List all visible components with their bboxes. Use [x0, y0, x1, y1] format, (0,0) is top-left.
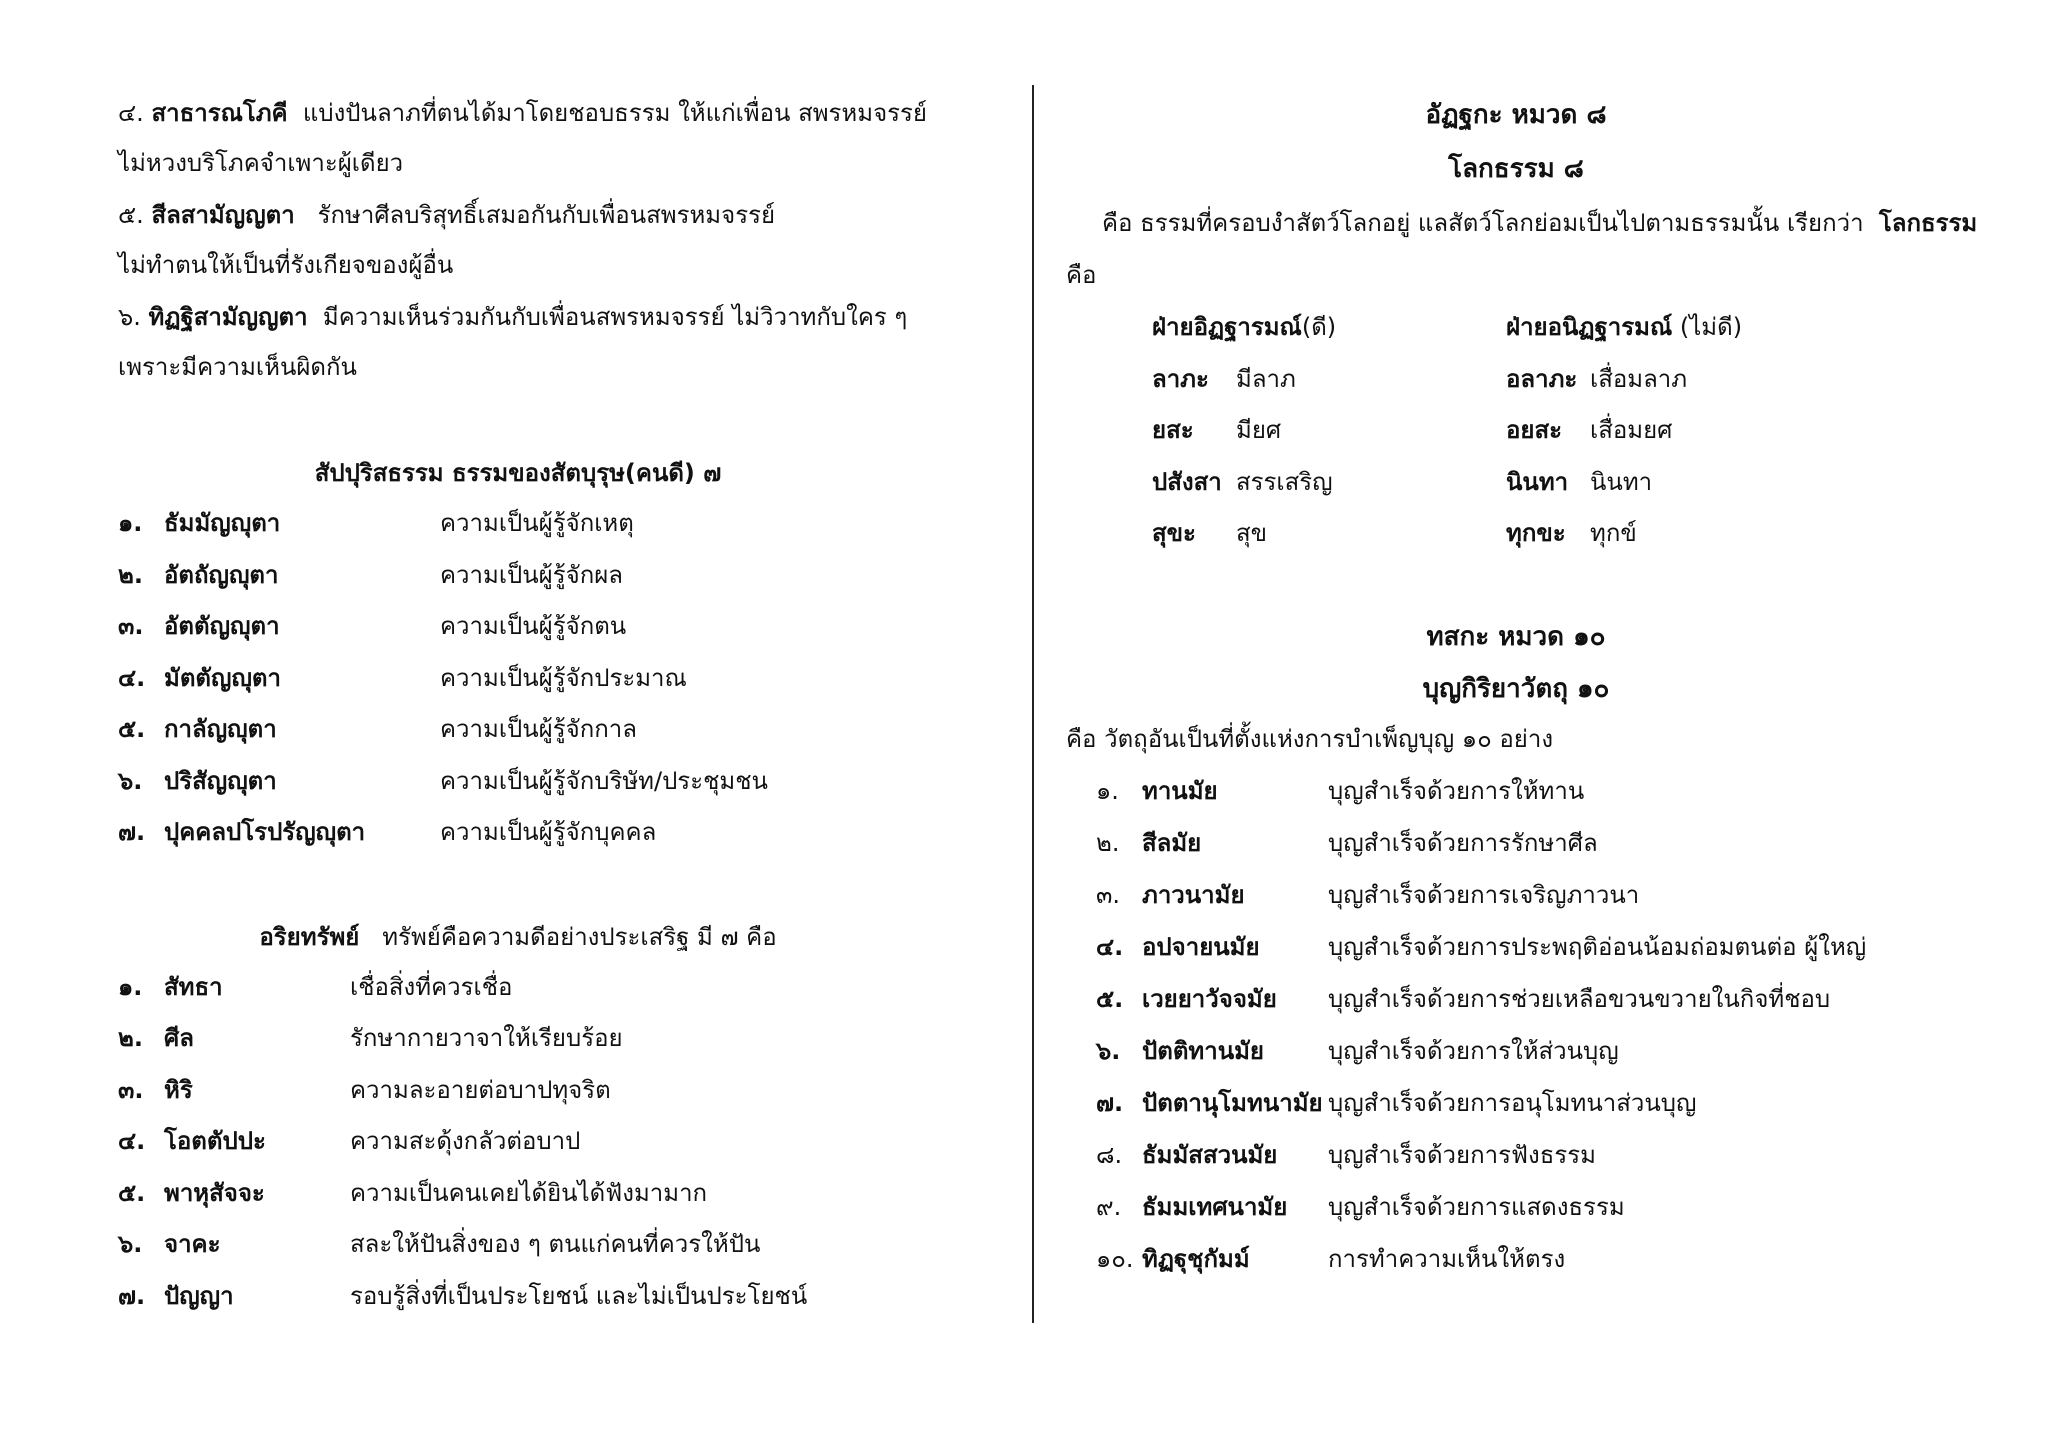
- sappurisa-term: อัตตัญญุตา: [164, 612, 280, 640]
- punna-desc: บุญสำเร็จด้วยการให้ทาน: [1328, 777, 1585, 805]
- intro-item-5-cont: ไม่ทำตนให้เป็นที่รังเกียจของผู้อื่น: [118, 251, 454, 279]
- ariya-num: ๖.: [118, 1230, 143, 1258]
- punna-term: ภาวนามัย: [1142, 881, 1245, 909]
- ariya-heading-term: อริยทรัพย์: [259, 923, 360, 951]
- ariya-desc: รอบรู้สิ่งที่เป็นประโยชน์ และไม่เป็นประโยชน์: [350, 1282, 808, 1310]
- sappurisa-heading: สัปปุริสธรรม ธรรมของสัตบุรุษ(คนดี) ๗: [314, 459, 722, 487]
- punna-term: ธัมมเทศนามัย: [1142, 1193, 1288, 1221]
- lokadhamma-definition-cont: คือ: [1066, 261, 1097, 289]
- punna-num: ๓.: [1096, 881, 1121, 909]
- good-term: ปสังสา: [1152, 468, 1222, 496]
- punna-desc: บุญสำเร็จด้วยการให้ส่วนบุญ: [1328, 1037, 1619, 1065]
- ariya-heading-desc: ทรัพย์คือความดีอย่างประเสริฐ มี ๗ คือ: [382, 923, 777, 951]
- item-number: ๔.: [118, 99, 144, 127]
- good-desc: มียศ: [1236, 416, 1282, 444]
- ariya-term: หิริ: [164, 1076, 193, 1104]
- punna-desc: บุญสำเร็จด้วยการอนุโมทนาส่วนบุญ: [1328, 1089, 1697, 1117]
- item-term: ทิฏฐิสามัญญตา: [148, 303, 308, 331]
- punna-term: ปัตตานุโมทนามัย: [1142, 1089, 1323, 1117]
- sappurisa-desc: ความเป็นผู้รู้จักผล: [440, 561, 623, 589]
- punna-num: ๖.: [1096, 1037, 1121, 1065]
- good-term: สุขะ: [1152, 519, 1196, 547]
- ariya-desc: ความสะดุ้งกลัวต่อบาป: [350, 1127, 581, 1155]
- punna-term: ธัมมัสสวนมัย: [1142, 1141, 1278, 1169]
- ariya-term: โอตตัปปะ: [164, 1127, 266, 1155]
- sappurisa-num: ๖.: [118, 767, 143, 795]
- punna-num: ๕.: [1096, 985, 1124, 1013]
- ariya-term: สัทธา: [164, 973, 223, 1001]
- bad-desc: เสื่อมยศ: [1590, 416, 1673, 444]
- good-desc: สรรเสริญ: [1236, 468, 1333, 496]
- lokadhamma-definition: [1102, 206, 1977, 240]
- ariya-term: ปัญญา: [164, 1282, 234, 1310]
- item-term: สีลสามัญญตา: [151, 201, 295, 229]
- punna-num: ๗.: [1096, 1089, 1124, 1117]
- good-term: ยสะ: [1152, 416, 1194, 444]
- punna-num: ๒.: [1096, 829, 1120, 857]
- bad-term: ทุกขะ: [1506, 519, 1566, 547]
- good-side-header: [1152, 310, 1336, 344]
- sappurisa-num: ๓.: [118, 612, 144, 640]
- page-divider: [1032, 85, 1034, 1323]
- lokadhamma-subtitle: โลกธรรม ๘: [1448, 154, 1584, 184]
- intro-item-4-cont: ไม่หวงบริโภคจำเพาะผู้เดียว: [118, 149, 404, 177]
- ariya-desc: สละให้ปันสิ่งของ ๆ ตนแก่คนที่ควรให้ปัน: [350, 1230, 761, 1258]
- sappurisa-desc: ความเป็นผู้รู้จักกาล: [440, 715, 637, 743]
- good-desc: มีลาภ: [1236, 365, 1296, 393]
- bad-desc: ทุกข์: [1590, 519, 1637, 547]
- ariya-desc: รักษากายวาจาให้เรียบร้อย: [350, 1024, 623, 1052]
- item-number: ๕.: [118, 201, 144, 229]
- punna-term: ทานมัย: [1142, 777, 1218, 805]
- sappurisa-num: ๗.: [118, 818, 146, 846]
- ariya-num: ๕.: [118, 1179, 146, 1207]
- sappurisa-desc: ความเป็นผู้รู้จักบุคคล: [440, 818, 657, 846]
- item-number: ๖.: [118, 303, 141, 331]
- atthaka-title: อัฏฐกะ หมวด ๘: [1425, 100, 1607, 130]
- bad-term: นินทา: [1506, 468, 1569, 496]
- punna-desc: บุญสำเร็จด้วยการเจริญภาวนา: [1328, 881, 1640, 909]
- ariya-desc: ความละอายต่อบาปทุจริต: [350, 1076, 611, 1104]
- punna-term: ปัตติทานมัย: [1142, 1037, 1264, 1065]
- ariya-desc: ความเป็นคนเคยได้ยินได้ฟังมามาก: [350, 1179, 708, 1207]
- punna-desc: บุญสำเร็จด้วยการฟังธรรม: [1328, 1141, 1596, 1169]
- bad-side-header: [1506, 310, 1742, 344]
- ariya-term: พาหุสัจจะ: [164, 1179, 265, 1207]
- bad-term: อยสะ: [1506, 416, 1563, 444]
- punna-num: ๙.: [1096, 1193, 1122, 1221]
- punna-term: ทิฏฐุชุกัมม์: [1142, 1245, 1250, 1273]
- punna-term: สีลมัย: [1142, 829, 1202, 857]
- item-description: แบ่งปันลาภที่ตนได้มาโดยชอบธรรม ให้แก่เพื่อน สพรหมจรรย์: [302, 99, 927, 127]
- good-header-term: ฝ่ายอิฏฐารมณ์: [1152, 313, 1302, 341]
- ariya-term: ศีล: [164, 1024, 194, 1052]
- punnakiriya-definition: คือ วัตถุอันเป็นที่ตั้งแห่งการบำเพ็ญบุญ ๑๐ อย่าง: [1066, 725, 1554, 753]
- sappurisa-term: ปริสัญญุตา: [164, 767, 277, 795]
- punna-num: ๑.: [1096, 777, 1119, 805]
- ariya-heading: [118, 920, 918, 954]
- punna-num: ๘.: [1096, 1141, 1123, 1169]
- good-desc: สุข: [1236, 519, 1268, 547]
- ariya-num: ๒.: [118, 1024, 143, 1052]
- punna-desc: การทำความเห็นให้ตรง: [1328, 1245, 1566, 1273]
- good-term: ลาภะ: [1152, 365, 1209, 393]
- sappurisa-term: ธัมมัญญุตา: [164, 509, 281, 537]
- sappurisa-desc: ความเป็นผู้รู้จักตน: [440, 612, 627, 640]
- ariya-num: ๑.: [118, 973, 143, 1001]
- bad-header-term: ฝ่ายอนิฏฐารมณ์: [1506, 313, 1673, 341]
- item-description: มีความเห็นร่วมกันกับเพื่อนสพรหมจรรย์ ไม่วิวาทกับใคร ๆ: [322, 303, 908, 331]
- punna-desc: บุญสำเร็จด้วยการช่วยเหลือขวนขวายในกิจที่ชอบ: [1328, 985, 1831, 1013]
- intro-item-4: [118, 96, 927, 130]
- ariya-num: ๓.: [118, 1076, 144, 1104]
- punna-desc: บุญสำเร็จด้วยการแสดงธรรม: [1328, 1193, 1625, 1221]
- dasaka-title: ทสกะ หมวด ๑๐: [1426, 622, 1606, 652]
- sappurisa-desc: ความเป็นผู้รู้จักเหตุ: [440, 509, 634, 537]
- item-term: สาธารณโภคี: [151, 99, 288, 127]
- bad-desc: นินทา: [1590, 468, 1653, 496]
- intro-item-5: [118, 198, 775, 232]
- punna-num: ๑๐.: [1096, 1245, 1134, 1273]
- definition-term: โลกธรรม: [1878, 209, 1978, 237]
- sappurisa-term: มัตตัญญุตา: [164, 664, 281, 692]
- ariya-num: ๗.: [118, 1282, 146, 1310]
- punna-term: อปจายนมัย: [1142, 933, 1260, 961]
- intro-item-6-cont: เพราะมีความเห็นผิดกัน: [118, 353, 357, 381]
- bad-desc: เสื่อมลาภ: [1590, 365, 1688, 393]
- item-description: รักษาศีลบริสุทธิ์เสมอกันกับเพื่อนสพรหมจรรย์: [317, 201, 776, 229]
- sappurisa-num: ๑.: [118, 509, 143, 537]
- punna-desc: บุญสำเร็จด้วยการรักษาศีล: [1328, 829, 1598, 857]
- punna-term: เวยยาวัจจมัย: [1142, 985, 1277, 1013]
- sappurisa-term: อัตถัญญุตา: [164, 561, 279, 589]
- sappurisa-term: ปุคคลปโรปรัญญุตา: [164, 818, 366, 846]
- sappurisa-desc: ความเป็นผู้รู้จักประมาณ: [440, 664, 687, 692]
- punna-desc: บุญสำเร็จด้วยการประพฤติอ่อนน้อมถ่อมตนต่อ ผู้ใหญ่: [1328, 933, 1867, 961]
- bad-header-note: (ไม่ดี): [1672, 313, 1743, 341]
- sappurisa-term: กาลัญญุตา: [164, 715, 277, 743]
- sappurisa-num: ๒.: [118, 561, 143, 589]
- definition-text: คือ ธรรมที่ครอบงำสัตว์โลกอยู่ แลสัตว์โลกย่อมเป็นไปตามธรรมนั้น เรียกว่า: [1102, 209, 1864, 237]
- good-header-note: (ดี): [1301, 313, 1337, 341]
- ariya-term: จาคะ: [164, 1230, 221, 1258]
- intro-item-6: [118, 300, 907, 334]
- sappurisa-desc: ความเป็นผู้รู้จักบริษัท/ประชุมชน: [440, 767, 768, 795]
- ariya-num: ๔.: [118, 1127, 146, 1155]
- sappurisa-num: ๔.: [118, 664, 146, 692]
- sappurisa-num: ๕.: [118, 715, 146, 743]
- punna-num: ๔.: [1096, 933, 1124, 961]
- punnakiriya-subtitle: บุญกิริยาวัตถุ ๑๐: [1422, 674, 1610, 704]
- ariya-desc: เชื่อสิ่งที่ควรเชื่อ: [350, 973, 513, 1001]
- bad-term: อลาภะ: [1506, 365, 1578, 393]
